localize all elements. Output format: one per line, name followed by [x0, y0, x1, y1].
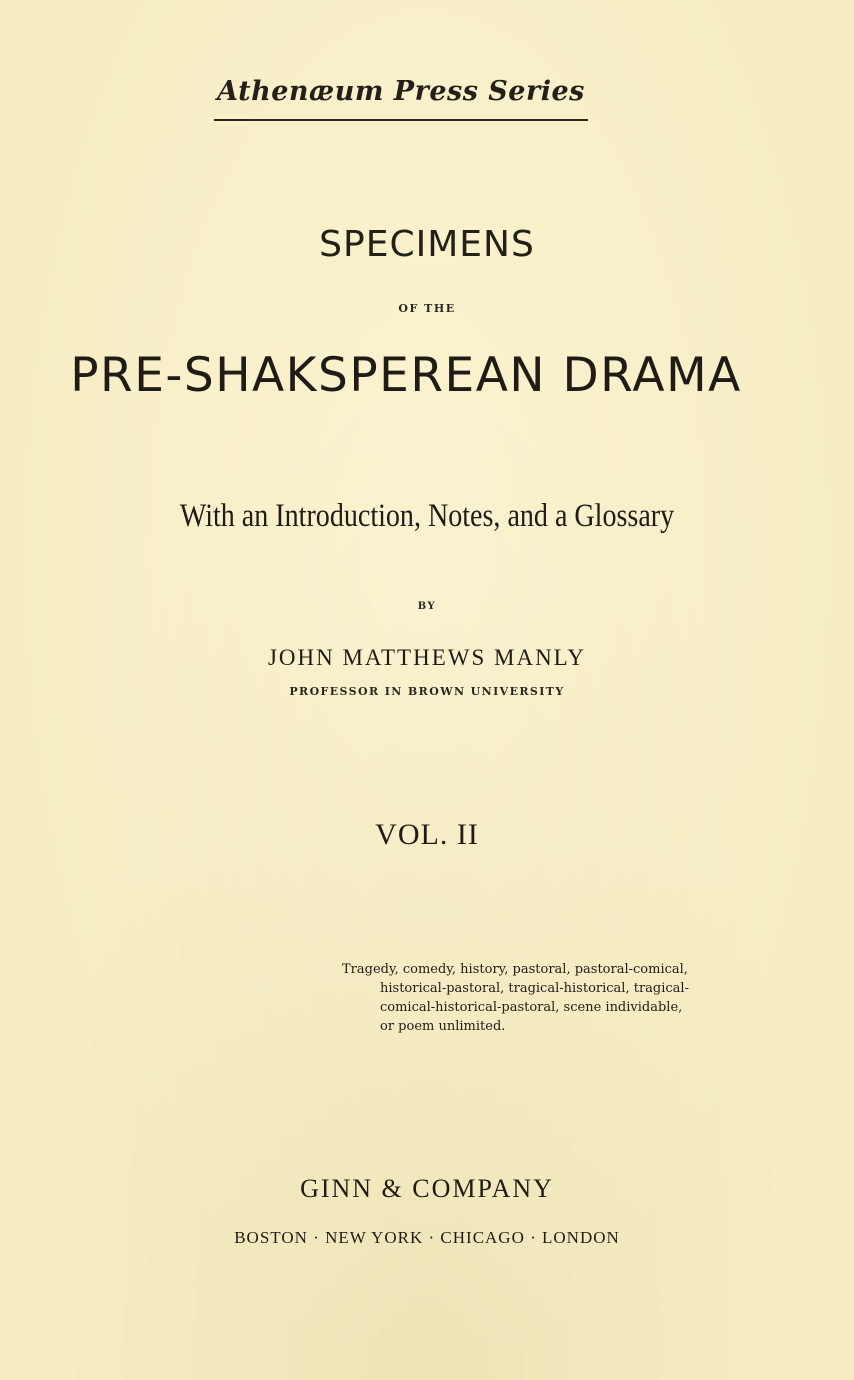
- title-connector: OF THE: [398, 302, 456, 315]
- epigraph: [342, 960, 714, 1036]
- volume-number: VOL. II: [375, 818, 479, 851]
- author-name: JOHN MATTHEWS MANLY: [267, 645, 587, 670]
- epigraph-line: or poem unlimited.: [380, 1019, 506, 1034]
- publisher-cities: BOSTON · NEW YORK · CHICAGO · LONDON: [234, 1228, 620, 1247]
- series-underline-rule: [214, 119, 588, 121]
- epigraph-line: Tragedy, comedy, history, pastoral, pastoral-comical,: [342, 962, 688, 977]
- subtitle: With an Introduction, Notes, and a Glossary: [179, 498, 675, 534]
- by-line: BY: [417, 601, 437, 612]
- epigraph-line: comical-historical-pastoral, scene individable,: [380, 1000, 683, 1015]
- title-top: SPECIMENS: [319, 224, 535, 265]
- main-title: PRE-SHAKSPEREAN DRAMA: [70, 348, 742, 403]
- epigraph-line: historical-pastoral, tragical-historical, tragical-: [380, 981, 689, 996]
- series-name: Athenæum Press Series: [217, 76, 585, 107]
- author-affiliation: PROFESSOR IN BROWN UNIVERSITY: [289, 685, 565, 698]
- publisher-name: GINN & COMPANY: [300, 1174, 554, 1203]
